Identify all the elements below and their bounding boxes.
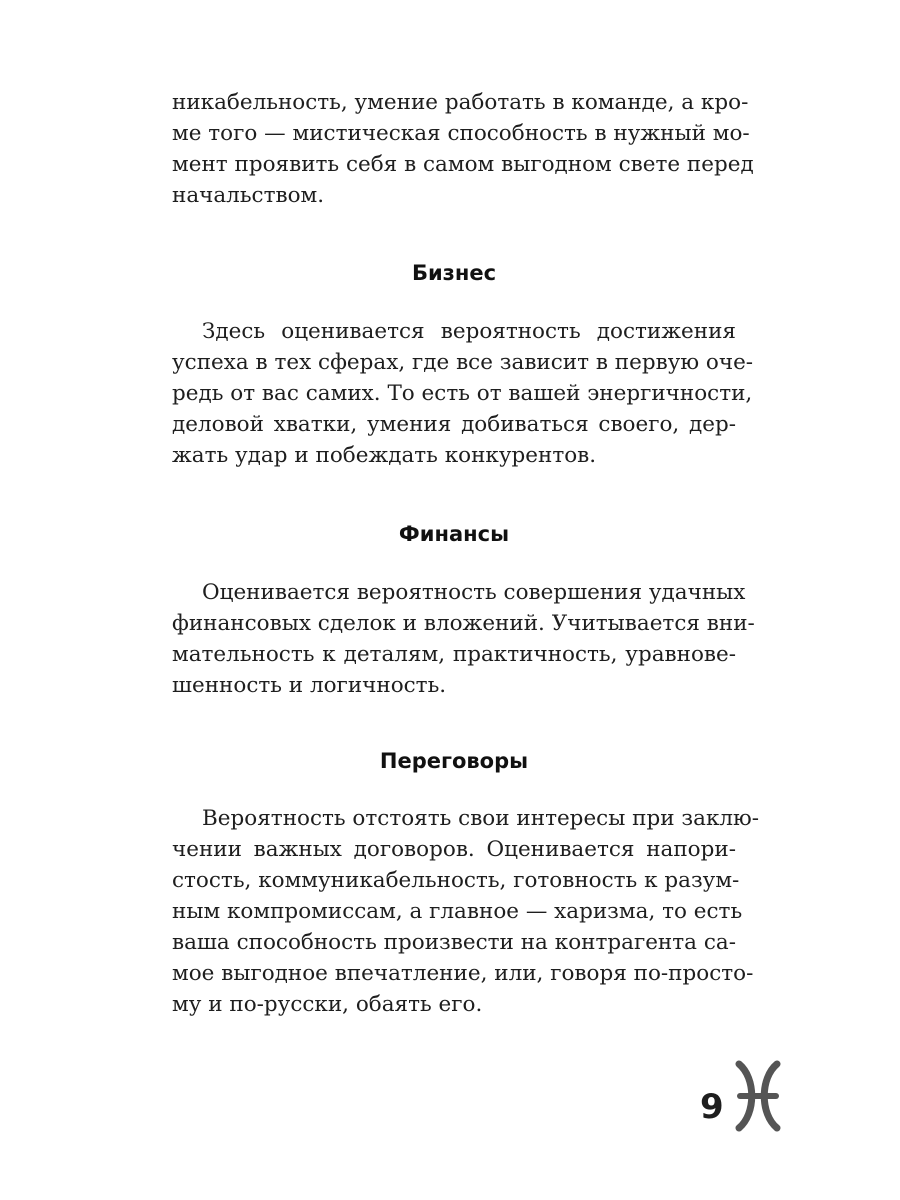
- text-line: мент проявить себя в самом выгодном свете перед: [172, 152, 754, 177]
- text-line: ме того — мистическая способность в нужный мо-: [172, 121, 750, 146]
- text-line: Здесь оценивается вероятность достижения: [202, 319, 736, 344]
- intro-paragraph: [172, 87, 754, 211]
- text-line: редь от вас самих. То есть от вашей энергичности,: [172, 381, 753, 406]
- text-line: мое выгодное впечатление, или, говоря по-просто-: [172, 961, 754, 986]
- text-line: чении важных договоров. Оценивается напори-: [172, 837, 736, 862]
- finance-paragraph: [172, 577, 755, 701]
- text-line: жать удар и побеждать конкурентов.: [172, 443, 597, 468]
- pisces-icon: [730, 1060, 786, 1136]
- text-line: никабельность, умение работать в команде, а кро-: [172, 90, 749, 115]
- text-line: стость, коммуникабельность, готовность к разум-: [172, 868, 740, 893]
- negotiations-paragraph: [172, 803, 760, 1020]
- text-line: успеха в тех сферах, где все зависит в первую оче-: [172, 350, 754, 375]
- text-line: му и по-русски, обаять его.: [172, 992, 483, 1017]
- section-heading-business: Бизнес: [411, 261, 497, 285]
- text-line: ваша способность произвести на контрагента са-: [172, 930, 736, 955]
- text-line: финансовых сделок и вложений. Учитывается вни-: [172, 611, 755, 636]
- text-line: Оценивается вероятность совершения удачных: [202, 580, 746, 605]
- business-paragraph: [172, 316, 754, 471]
- page-number: 9: [700, 1087, 724, 1127]
- text-line: деловой хватки, умения добиваться своего, дер-: [172, 412, 736, 437]
- text-line: мательность к деталям, практичность, уравнове-: [172, 642, 736, 667]
- text-line: Вероятность отстоять свои интересы при заклю-: [202, 806, 760, 831]
- section-heading-negotiations: Переговоры: [379, 749, 529, 773]
- text-line: начальством.: [172, 183, 325, 208]
- section-heading-finance: Финансы: [398, 522, 510, 546]
- text-line: ным компромиссам, а главное — харизма, то есть: [172, 899, 743, 924]
- page-footer: [700, 1060, 786, 1136]
- text-line: шенность и логичность.: [172, 673, 447, 698]
